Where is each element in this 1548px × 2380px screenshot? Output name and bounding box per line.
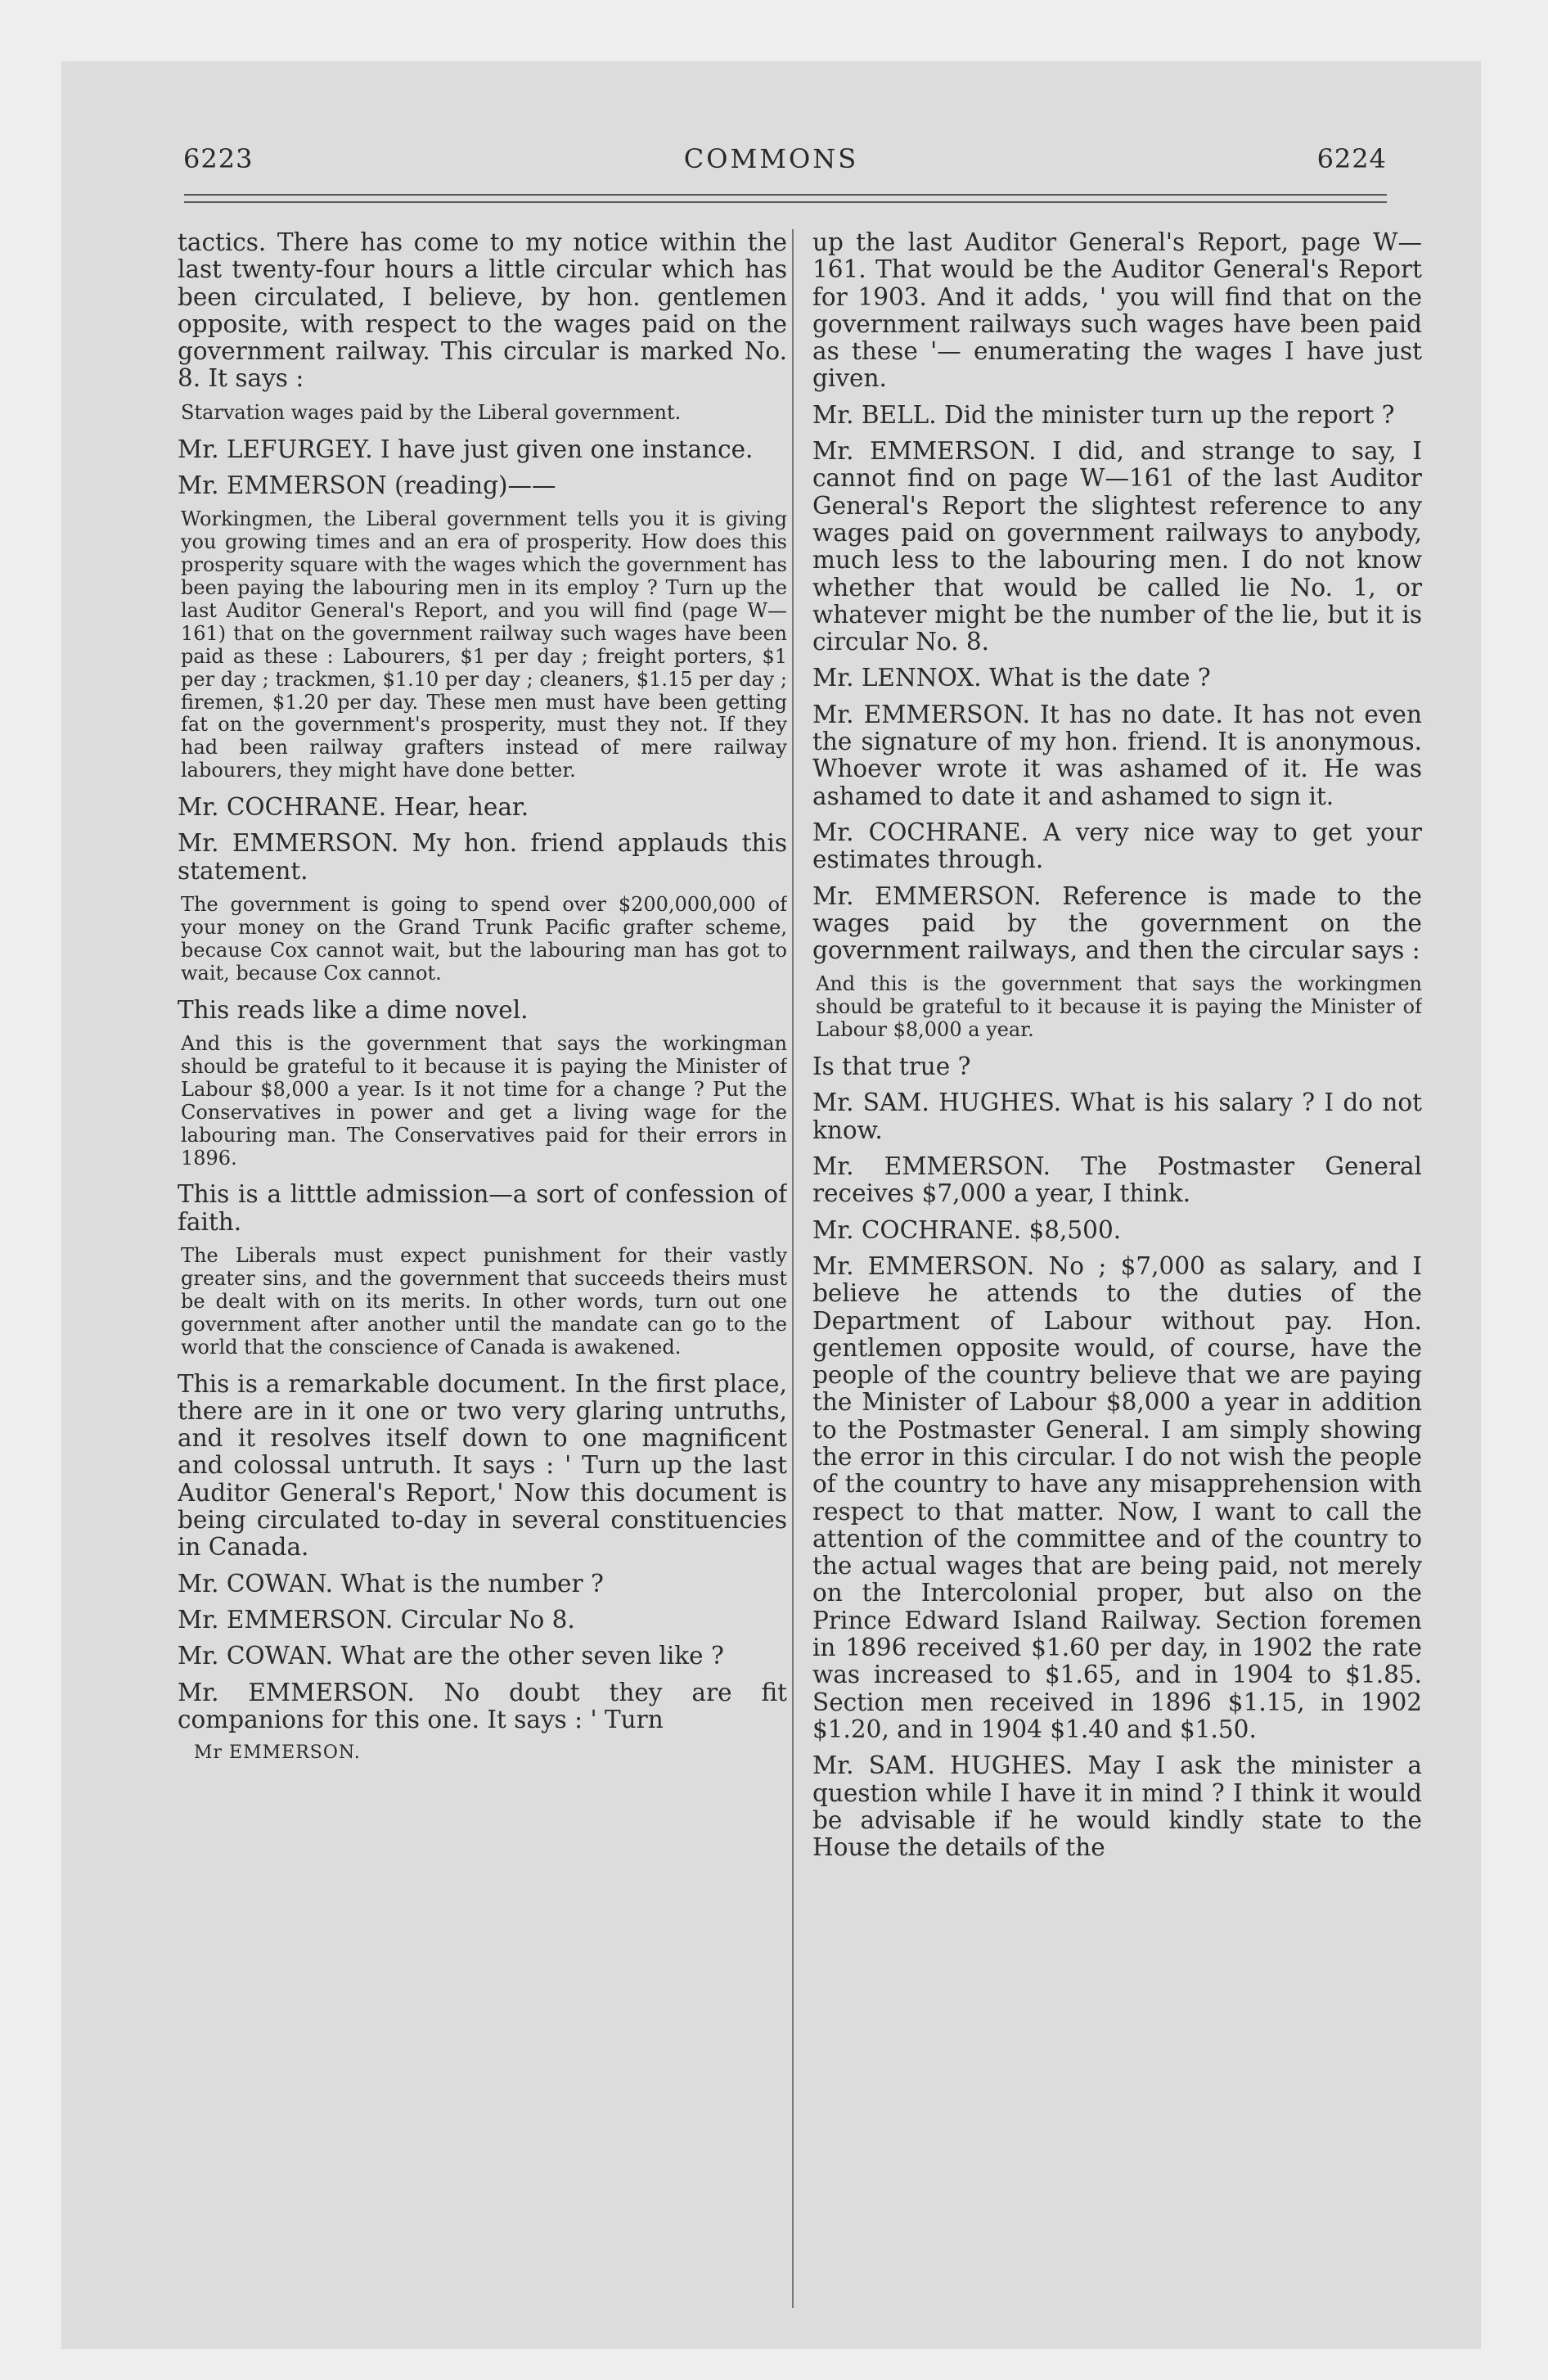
speech-paragraph: up the last Auditor General's Report, page W—161. That would be the Auditor General's Report for 1903. And it adds, ' you will find that on the government railways such wages have been paid as these '— enumerating the wages I have just given. xyxy=(812,229,1422,393)
speech-paragraph: Mr. BELL. Did the minister turn up the report ? xyxy=(812,400,1395,429)
speech-paragraph: Mr. COCHRANE. A very nice way to get your estimates through. xyxy=(812,818,1422,874)
speech-paragraph: Mr. EMMERSON. My hon. friend applauds this statement. xyxy=(178,829,787,885)
speech-paragraph: Mr. LEFURGEY. I have just given one instance. xyxy=(178,435,754,463)
page-number-right: 6224 xyxy=(1316,143,1387,174)
speech-paragraph: tactics. There has come to my notice within the last twenty-four hours a little circular which has been circulated, I believe, by hon. gentlemen opposite, with respect to the wages paid on the government railway. This circular is marked No. 8. It says : xyxy=(178,229,787,393)
header-rule-bottom xyxy=(184,201,1387,203)
left-column xyxy=(178,229,787,2316)
speech-paragraph: Mr. SAM. HUGHES. What is his salary ? I do not know. xyxy=(812,1089,1422,1144)
speech-paragraph: Mr. EMMERSON. No doubt they are fit companions for this one. It says : ' Turn xyxy=(178,1678,787,1733)
speech-paragraph: Mr. COCHRANE. $8,500. xyxy=(812,1215,1122,1244)
speech-paragraph: Mr. EMMERSON. No ; $7,000 as salary, and I believe he attends to the duties of the Department of Labour without pay. Hon. gentlemen opposite would, of course, have the people of the country believe that we are paying the Minister of Labour $8,000 a year in addition to the Postmaster General. I am simply showing the error in this circular. I do not wish the people of the country to have any misapprehension with respect to that matter. Now, I want to call the attention of the committee and of the country to the actual wages that are being paid, not merely on the Intercolonial proper, but also on the Prince Edward Island Railway. Section foremen in 1896 received $1.60 per day, in 1902 the rate was increased to $1.65, and in 1904 to $1.85. Section men received in 1896 $1.15, in 1902 $1.20, and in 1904 $1.40 and $1.50. xyxy=(812,1251,1422,1743)
speech-paragraph: Mr. LENNOX. What is the date ? xyxy=(812,664,1211,692)
speech-paragraph: This reads like a dime novel. xyxy=(178,995,529,1024)
quoted-paragraph: And this is the government that says the workingmen should be grateful to it because it is paying the Minister of Labour $8,000 a year. xyxy=(816,972,1422,1042)
quoted-paragraph: And this is the government that says the workingman should be grateful to it because it is paying the Minister of Labour $8,000 a year. Is it not time for a change ? Put the Conservatives in power and get a living wage for the labouring man. The Conservatives paid for their errors in 1896. xyxy=(181,1031,787,1170)
page-footer-speaker: Mr EMMERSON. xyxy=(194,1742,361,1764)
speech-paragraph: Mr. COWAN. What is the number ? xyxy=(178,1569,604,1598)
running-title: COMMONS xyxy=(683,143,859,174)
quoted-paragraph: The government is going to spend over $200,000,000 of your money on the Grand Trunk Pacific grafter scheme, because Cox cannot wait, but the labouring man has got to wait, because Cox cannot. xyxy=(181,893,787,985)
speech-paragraph: Mr. EMMERSON. Reference is made to the wages paid by the government on the government railways, and then the circular says : xyxy=(812,881,1422,965)
hansard-page xyxy=(61,61,1481,2349)
quoted-paragraph: Starvation wages paid by the Liberal government. xyxy=(181,400,682,424)
speech-paragraph: Mr. EMMERSON. It has no date. It has not even the signature of my hon. friend. It is anonymous. Whoever wrote it was ashamed of it. He was ashamed to date it and ashamed to sign it. xyxy=(812,700,1422,810)
page-number-left: 6223 xyxy=(183,143,254,174)
speech-paragraph: Mr. EMMERSON. Circular No 8. xyxy=(178,1605,575,1634)
page-sheet xyxy=(61,61,1481,2349)
speech-paragraph: Mr. EMMERSON (reading)—— xyxy=(178,471,556,499)
speech-paragraph: Mr. COWAN. What are the other seven like ? xyxy=(178,1642,724,1670)
speech-paragraph: Mr. EMMERSON. The Postmaster General receives $7,000 a year, I think. xyxy=(812,1152,1422,1208)
column-divider xyxy=(792,229,794,2308)
right-column xyxy=(812,229,1422,2316)
speech-paragraph: Is that true ? xyxy=(812,1053,971,1081)
header-rule-top xyxy=(184,194,1387,196)
speech-paragraph: Mr. COCHRANE. Hear, hear. xyxy=(178,793,529,822)
quoted-paragraph: The Liberals must expect punishment for their vastly greater sins, and the government that succeeds theirs must be dealt with on its merits. In other words, turn out one government after another until the mandate can go to the world that the conscience of Canada is awakened. xyxy=(181,1244,787,1359)
quoted-paragraph: Workingmen, the Liberal government tells you it is giving you growing times and an era of prosperity. How does this prosperity square with the wages which the government has been paying the labouring men in its employ ? Turn up the last Auditor General's Report, and you will find (page W—161) that on the government railway such wages have been paid as these : Labourers, $1 per day ; freight porters, $1 per day ; trackmen, $1.10 per day ; cleaners, $1.15 per day ; firemen, $1.20 per day. These men must have been getting fat on the government's prosperity, must they not. If they had been railway grafters instead of mere railway labourers, they might have done better. xyxy=(181,507,787,782)
speech-paragraph: This is a remarkable document. In the first place, there are in it one or two very glaring untruths, and it resolves itself down to one magnificent and colossal untruth. It says : ' Turn up the last Auditor General's Report,' Now this document is being circulated to-day in several constituencies in Canada. xyxy=(178,1369,787,1562)
speech-paragraph: Mr. SAM. HUGHES. May I ask the minister a question while I have it in mind ? I think it would be advisable if he would kindly state to the House the details of the xyxy=(812,1751,1422,1862)
speech-paragraph: Mr. EMMERSON. I did, and strange to say, I cannot find on page W—161 of the last Auditor General's Report the slightest reference to any wages paid on government railways to anybody, much less to the labouring men. I do not know whether that would be called lie No. 1, or whatever might be the number of the lie, but it is circular No. 8. xyxy=(812,437,1422,656)
page-header xyxy=(61,143,1481,192)
speech-paragraph: This is a litttle admission—a sort of confession of faith. xyxy=(178,1180,787,1236)
